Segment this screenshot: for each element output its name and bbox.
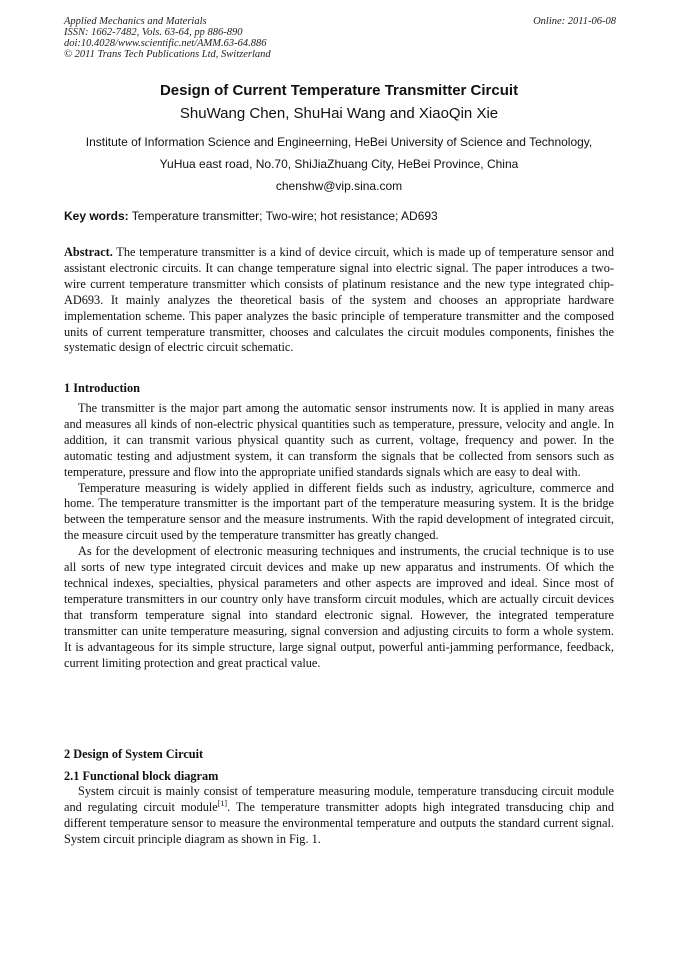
paragraph-text-before-ref: System circuit is mainly consist of temperature measuring module, temperature transducing circuit module and regulating circuit module — [64, 784, 614, 814]
copyright-line: © 2011 Trans Tech Publications Ltd, Switzerland — [64, 49, 271, 60]
section-heading-design: 2 Design of System Circuit — [64, 747, 204, 761]
intro-paragraph-2: Temperature measuring is widely applied in different fields such as industry, agriculture, commerce and home. The temperature transmitter is the important part of the temperature measuring system. It is the bridge between the temperature sensor and the measure instruments. With the rapid development of integrated circuit, the measure circuit used by the temperature transmitter has greatly changed. — [64, 480, 614, 543]
keywords-text: Temperature transmitter; Two-wire; hot resistance; AD693 — [128, 209, 438, 223]
keywords — [64, 208, 616, 224]
paper-authors: ShuWang Chen, ShuHai Wang and XiaoQin Xie — [179, 105, 499, 122]
abstract-text: The temperature transmitter is a kind of device circuit, which is made up of temperature sensor and assistant electronic circuits. It can change temperature signal into electric signal. The paper introduces a two-wire current temperature transmitter which consists of platinum resistance and the new type integrated chip-AD693. It mainly analyzes the theoretical basis of the system and chooses an appropriate hardware implementation scheme. This paper analyzes the basic principle of temperature transmitter and the composed units of current temperature transmitter, chooses and calculates the circuit modules components, finishes the systematic design of electric circuit schematic. — [64, 245, 614, 355]
citation-ref: [1] — [217, 798, 228, 808]
issn-line: ISSN: 1662-7482, Vols. 63-64, pp 886-890 — [64, 27, 243, 38]
author-email: chenshw@vip.sina.com — [275, 179, 403, 193]
intro-paragraph-1: The transmitter is the major part among the automatic sensor instruments now. It is applied in many areas and measures all kinds of non-electric physical quantities such as temperature, pressure, velocity and angle. In addition, it can transmit various physical quantity such as current, voltage, frequency and power. In the automatic testing and adjustment system, it can transform the signals that be collected from sensors such as temperature, pressure and flow into the appropriate unified standards signals which are easy to deal with. — [64, 401, 614, 479]
affiliation-line-1: Institute of Information Science and Engineerning, HeBei University of Science and Technology, — [85, 135, 593, 149]
block-diagram-body — [64, 784, 614, 848]
introduction-body — [64, 401, 614, 671]
keywords-label: Key words: — [64, 209, 129, 223]
section-heading-introduction: 1 Introduction — [64, 381, 140, 395]
subsection-heading-block-diagram: 2.1 Functional block diagram — [64, 769, 219, 783]
affiliation-line-2: YuHua east road, No.70, ShiJiaZhuang City, HeBei Province, China — [159, 157, 519, 171]
abstract — [64, 245, 614, 356]
affiliation-block — [0, 131, 678, 197]
doi-line: doi:10.4028/www.scientific.net/AMM.63-64.886 — [64, 38, 267, 49]
journal-header — [64, 16, 616, 60]
intro-paragraph-3: As for the development of electronic measuring techniques and instruments, the crucial technique is to use all sorts of new type integrated circuit devices and make up new apparatus and instruments. Of which the technical indexes, specialties, physical parameters and other aspects are improved and ideal. Since most of temperature transmitters in our country only have transform circuit modules, which are actually circuit devices that transform temperature signal into standard electronic signal. However, the integrated temperature transmitter can unite temperature measuring, signal conversion and adjusting circuits to form a whole system. It is advantageous for its simple structure, large signal output, powerful anti-jamming performance, feedback, current limiting protection and great practical value. — [64, 544, 614, 670]
paragraph-text-after-ref: . The temperature transmitter adopts high integrated transducing chip and different temperature sensor to measure the environmental temperature and outputs the standard current signal. System circuit principle diagram as shown in Fig. 1. — [64, 799, 614, 846]
abstract-label: Abstract. — [64, 245, 113, 259]
paper-title: Design of Current Temperature Transmitter Circuit — [159, 82, 519, 99]
journal-name: Applied Mechanics and Materials — [64, 16, 207, 27]
online-date: Online: 2011-06-08 — [533, 16, 616, 27]
block-diagram-paragraph — [64, 784, 614, 848]
